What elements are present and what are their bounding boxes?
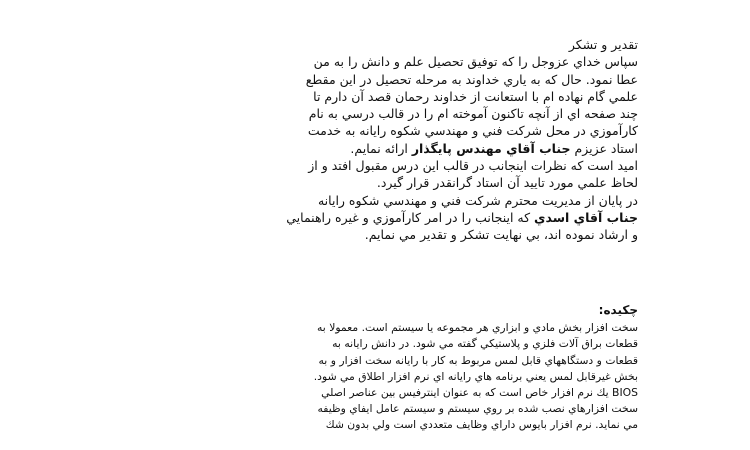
paragraph-line: چند صفحه اي از آنچه تاكنون آموخته ام را در قالب درسي به نام [308, 106, 638, 122]
paragraph-line: عطا نمود. حال كه به ياري خداوند به مرحله تحصيل در اين مقطع [305, 71, 638, 87]
acknowledgement-section [118, 36, 638, 244]
line-text: كه اينجانب را در امر كارآموزي و غيره راهنمايي [286, 209, 535, 225]
paragraph-line [118, 140, 638, 157]
paragraph-line: لحاظ علمي مورد تاييد آن استاد گرانقدر قرار گيرد. [376, 175, 638, 191]
abstract-section [118, 302, 638, 434]
abstract-line: سخت افزار بخش مادي و ابزاري هر مجموعه يا سيستم است. معمولا به [316, 321, 638, 335]
abstract-line: قطعات براق آلات فلزي و پلاستيكي گفته مي شود. در دانش رايانه به [332, 337, 638, 351]
abstract-line: BIOS يك نرم افزار خاص است كه به عنوان اينترفيس بين عناصر اصلي [321, 386, 638, 400]
paragraph-line: سپاس خداي عزوجل را كه توفيق تحصيل علم و دانش را به من [313, 54, 638, 70]
paragraph-line [118, 209, 638, 226]
acknowledgement-title: تقدير و تشكر [568, 37, 638, 52]
abstract-line: بخش غيرقابل لمس يعني برنامه هاي رايانه اي نرم افزار اطلاق مي شود. [313, 369, 638, 383]
line-text: ارائه نمايم. [350, 140, 412, 156]
abstract-line: مي نمايد. نرم افزار بايوس داراي وظايف متعددي است ولي بدون شك [325, 418, 638, 432]
professor-name: جناب آقاي مهندس پايگذار [411, 140, 571, 156]
abstract-line: قطعات و دستگاههاي قابل لمس مربوط به كار با رايانه سخت افزار و به [318, 353, 638, 367]
line-text: استاد عزيزم [570, 140, 638, 156]
abstract-heading: چكيده: [598, 303, 638, 317]
paragraph-line: اميد است كه نظرات اينجانب در قالب اين درس مقبول افتد و از [308, 158, 638, 174]
paragraph-line: در پايان از مديريت محترم شركت فني و مهندسي شكوه رايانه [317, 192, 638, 208]
paragraph-line: علمي گام نهاده ام با استعانت از خداوند رحمان قصد آن دارم تا [313, 88, 638, 104]
paragraph-line: و ارشاد نموده اند، بي نهايت تشكر و تقدير مي نمايم. [364, 227, 638, 243]
paragraph-line: كارآموزي در محل شركت فني و مهندسي شكوه رايانه به خدمت [307, 123, 638, 139]
manager-name: جناب آقاي اسدي [534, 209, 638, 225]
abstract-line: سخت افزارهاي نصب شده بر روي سيستم و سيستم عامل ايفاي وظيفه [317, 402, 638, 416]
